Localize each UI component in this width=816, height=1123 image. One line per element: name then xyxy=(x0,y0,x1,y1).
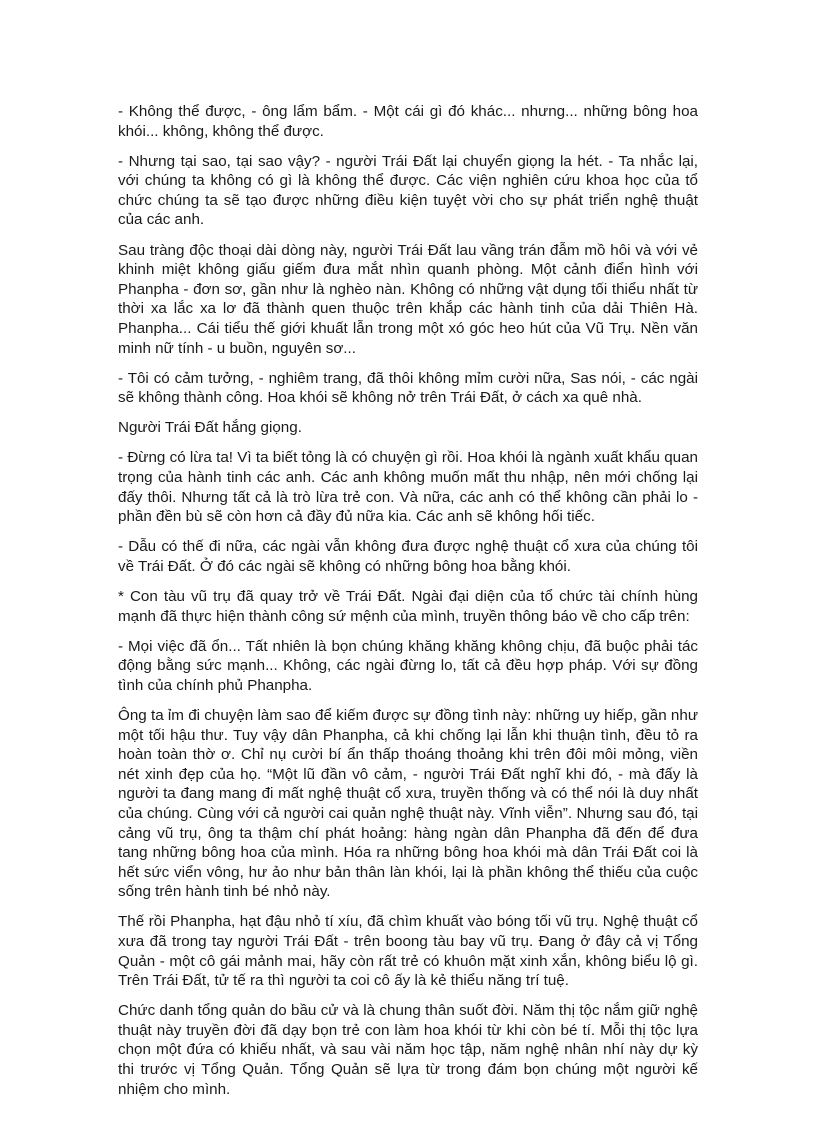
document-page xyxy=(118,102,698,1110)
paragraph: Sau tràng độc thoại dài dòng này, người Trái Đất lau vầng trán đẫm mồ hôi và với vẻ khinh miệt không giấu giếm đưa mắt nhìn quanh phòng. Một cảnh điển hình với Phanpha - đơn sơ, gần như là nghèo nàn. Không có những vật dụng tối thiểu nhất từ thời xa lắc xa lơ đã thành quen thuộc trên khắp các hành tinh của dải Thiên Hà. Phanpha... Cái tiểu thế giới khuất lẫn trong một xó góc heo hút của Vũ Trụ. Nền văn minh nữ tính - u buồn, nguyên sơ... xyxy=(118,241,698,357)
paragraph: * Con tàu vũ trụ đã quay trở về Trái Đất. Ngài đại diện của tổ chức tài chính hùng mạnh đã thực hiện thành công sứ mệnh của mình, truyền thông báo về cho cấp trên: xyxy=(118,587,698,625)
paragraph: Chức danh tổng quản do bầu cử và là chung thân suốt đời. Năm thị tộc nắm giữ nghệ thuật này truyền đời đã dạy bọn trẻ con làm hoa khói từ khi còn bé tí. Mỗi thị tộc lựa chọn một đứa có khiếu nhất, và sau vài năm học tập, năm nghệ nhân nhí này dự kỳ thi trước vị Tổng Quản. Tổng Quản sẽ lựa từ trong đám bọn chúng một người kế nhiệm cho mình. xyxy=(118,1002,698,1098)
paragraph: - Nhưng tại sao, tại sao vậy? - người Trái Đất lại chuyển giọng la hét. - Ta nhắc lại, với chúng ta không có gì là không thể được. Các viện nghiên cứu khoa học của tổ chức chúng ta sẽ tạo được những điều kiện tuyệt vời cho sự phát triển nghệ thuật của các anh. xyxy=(118,152,698,229)
paragraph: - Tôi có cảm tưởng, - nghiêm trang, đã thôi không mỉm cười nữa, Sas nói, - các ngài sẽ không thành công. Hoa khói sẽ không nở trên Trái Đất, ở cách xa quê nhà. xyxy=(118,369,698,407)
paragraph: Thế rồi Phanpha, hạt đậu nhỏ tí xíu, đã chìm khuất vào bóng tối vũ trụ. Nghệ thuật cổ xưa đã trong tay người Trái Đất - trên boong tàu bay vũ trụ. Đang ở đây cả vị Tổng Quản - một cô gái mảnh mai, hãy còn rất trẻ có khuôn mặt xinh xắn, không biểu lộ gì. Trên Trái Đất, tử tế ra thì người ta coi cô ấy là kẻ thiểu năng trí tuệ. xyxy=(118,913,698,990)
paragraph: - Đừng có lừa ta! Vì ta biết tỏng là có chuyện gì rồi. Hoa khói là ngành xuất khẩu quan trọng của hành tinh các anh. Các anh không muốn mất thu nhập, nên mới chống lại đấy thôi. Nhưng tất cả là trò lừa trẻ con. Và nữa, các anh có thể không cần phải lo - phần đền bù sẽ còn hơn cả đầy đủ nữa kia. Các anh sẽ không hối tiếc. xyxy=(118,449,698,526)
paragraph: Người Trái Đất hắng giọng. xyxy=(118,419,302,437)
paragraph: - Mọi việc đã ổn... Tất nhiên là bọn chúng khăng khăng không chịu, đã buộc phải tác động bằng sức mạnh... Không, các ngài đừng lo, tất cả đều hợp pháp. Với sự đồng tình của chính phủ Phanpha. xyxy=(118,637,698,694)
paragraph: - Dẫu có thế đi nữa, các ngài vẫn không đưa được nghệ thuật cổ xưa của chúng tôi về Trái Đất. Ở đó các ngài sẽ không có những bông hoa bằng khói. xyxy=(118,538,698,575)
paragraph: Ông ta ỉm đi chuyện làm sao để kiếm được sự đồng tình này: những uy hiếp, gần như một tối hậu thư. Tuy vậy dân Phanpha, cả khi chống lại lẫn khi thuận tình, đều tỏ ra hoàn toàn thờ ơ. Chỉ nụ cười bí ẩn thấp thoáng thoảng khi trên đôi môi mỏng, viền nét xinh đẹp của họ. “Một lũ đần vô cảm, - người Trái Đất nghĩ khi đó, - mà đấy là người ta đang mang đi mất nghệ thuật cổ xưa, truyền thống và có thể nói là duy nhất của chúng. Cùng với cả người cai quản nghệ thuật này. Vĩnh viễn”. Nhưng sau đó, tại cảng vũ trụ, ông ta thậm chí phát hoảng: hàng ngàn dân Phanpha đã đến để đưa tang những bông hoa của mình. Hóa ra những bông hoa khói mà dân Trái Đất coi là hết sức viển vông, hư ảo như bản thân làn khói, lại là phần không thể thiếu của cuộc sống trên hành tinh bé nhỏ này. xyxy=(118,706,698,901)
paragraph: - Không thể được, - ông lẩm bẩm. - Một cái gì đó khác... nhưng... những bông hoa khói... không, không thể được. xyxy=(118,103,698,140)
